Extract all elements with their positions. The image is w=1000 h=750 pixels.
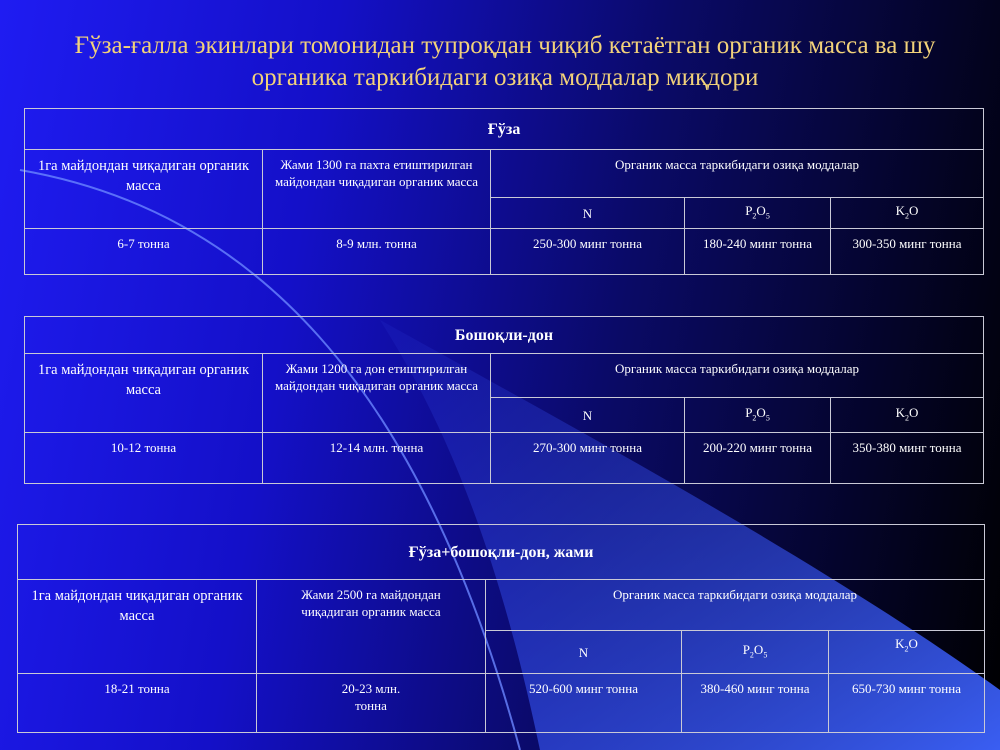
value-per-hectare: 18-21 тонна	[18, 674, 257, 733]
table-cotton	[24, 108, 984, 275]
nutrient-k2o: $K_2O$	[831, 198, 984, 229]
value-k2o: 350-380 минг тонна	[831, 433, 984, 484]
table-grain	[24, 316, 984, 484]
nutrient-p2o5: $P_2O_5$	[685, 198, 831, 229]
column-header-per-hectare: 1га майдондан чиқадиган органик масса	[18, 580, 257, 674]
nutrient-k2o: $K_2O$	[831, 398, 984, 433]
value-k2o: 650-730 минг тонна	[829, 674, 985, 733]
value-p2o5: 200-220 минг тонна	[685, 433, 831, 484]
table-heading: Бошоқли-дон	[25, 317, 984, 354]
value-p2o5: 380-460 минг тонна	[682, 674, 829, 733]
page-title: Ғўза-ғалла экинлари томонидан тупроқдан чиқиб кетаётган органик масса ва шу органика таркибидаги озиқа моддалар миқдори	[74, 32, 936, 91]
column-header-nutrients: Органик масса таркибидаги озиқа моддалар	[486, 580, 985, 631]
value-k2o: 300-350 минг тонна	[831, 229, 984, 275]
table-heading: Ғўза	[25, 109, 984, 150]
value-per-hectare: 10-12 тонна	[25, 433, 263, 484]
column-header-total: Жами 1200 га дон етиштирилган майдондан чиқадиган органик масса	[263, 354, 491, 433]
column-header-nutrients: Органик масса таркибидаги озиқа моддалар	[491, 150, 984, 198]
column-header-nutrients: Органик масса таркибидаги озиқа моддалар	[491, 354, 984, 398]
nutrient-n: N	[491, 398, 685, 433]
nutrient-p2o5: $P_2O_5$	[685, 398, 831, 433]
value-total: 20-23 млн. тонна	[257, 674, 486, 733]
nutrient-n: N	[486, 631, 682, 674]
nutrient-n: N	[491, 198, 685, 229]
column-header-total: Жами 1300 га пахта етиштирилган майдондан чиқадиган органик масса	[263, 150, 491, 229]
column-header-per-hectare: 1га майдондан чиқадиган органик масса	[25, 354, 263, 433]
table-total	[17, 524, 985, 733]
value-per-hectare: 6-7 тонна	[25, 229, 263, 275]
value-total: 12-14 млн. тонна	[263, 433, 491, 484]
nutrient-p2o5: $P_2O_5$	[682, 631, 829, 674]
column-header-total: Жами 2500 га майдондан чиқадиган органик масса	[257, 580, 486, 674]
nutrient-k2o: $K_2O$	[829, 631, 985, 674]
value-n: 270-300 минг тонна	[491, 433, 685, 484]
column-header-per-hectare: 1га майдондан чиқадиган органик масса	[25, 150, 263, 229]
value-n: 520-600 минг тонна	[486, 674, 682, 733]
value-p2o5: 180-240 минг тонна	[685, 229, 831, 275]
value-total: 8-9 млн. тонна	[263, 229, 491, 275]
value-n: 250-300 минг тонна	[491, 229, 685, 275]
table-heading: Ғўза+бошоқли-дон, жами	[18, 525, 985, 580]
